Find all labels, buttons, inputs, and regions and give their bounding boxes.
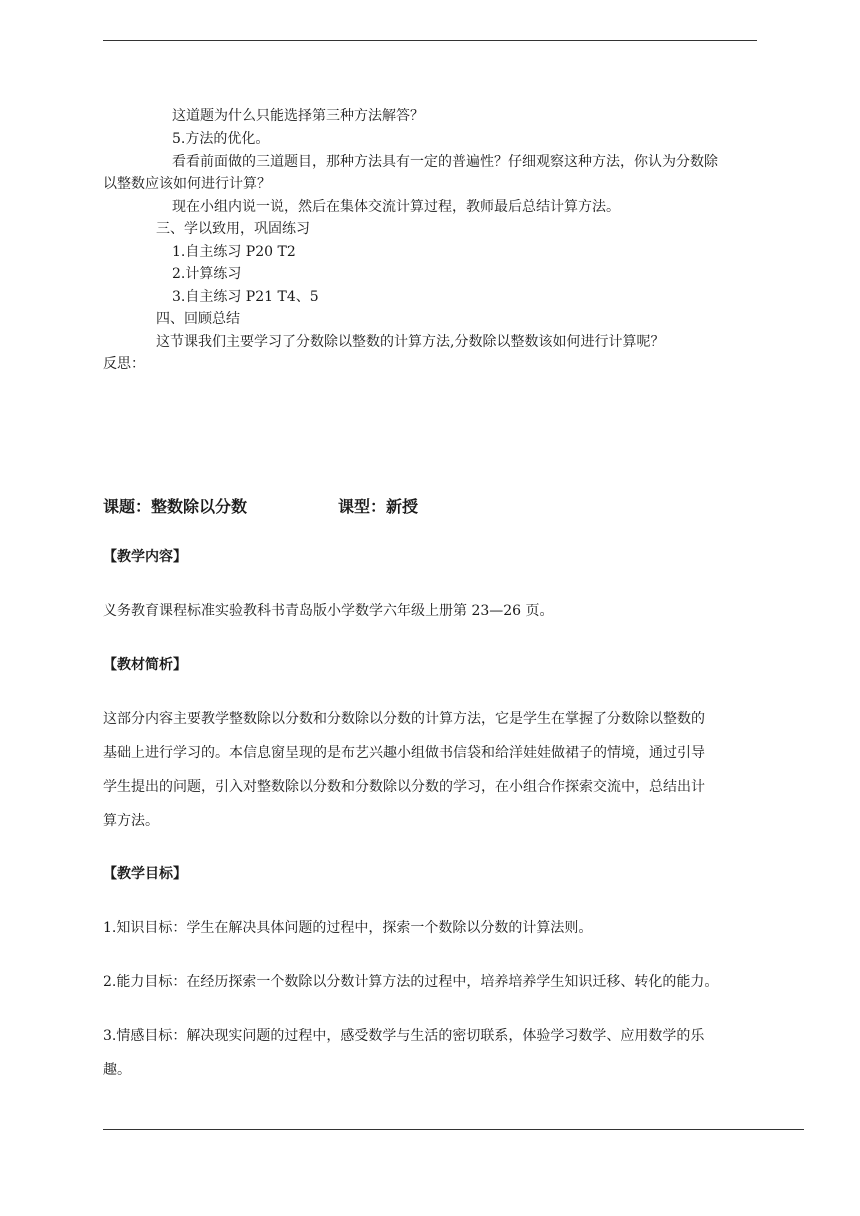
reflection-label: 反思： (103, 356, 145, 372)
text-line: 1.自主练习 P20 T2 (172, 244, 296, 260)
objective-line: 2.能力目标：在经历探索一个数除以分数计算方法的过程中，培养培养学生知识迁移、转化的能力。 (103, 974, 719, 990)
text-line: 三、学以致用，巩固练习 (156, 221, 310, 237)
text-line: 以整数应该如何进行计算？ (103, 176, 271, 192)
section-text-line: 这部分内容主要教学整数除以分数和分数除以分数的计算方法，它是学生在掌握了分数除以整数的 (103, 711, 705, 727)
objective-line: 趣。 (103, 1062, 131, 1078)
text-line: 3.自主练习 P21 T4、5 (172, 289, 319, 305)
section-text-line: 学生提出的问题，引入对整数除以分数和分数除以分数的学习，在小组合作探索交流中，总结出计 (103, 779, 705, 795)
objective-line: 3.情感目标：解决现实问题的过程中，感受数学与生活的密切联系，体验学习数学、应用数学的乐 (103, 1028, 705, 1044)
text-line: 现在小组内说一说，然后在集体交流计算过程，教师最后总结计算方法。 (172, 199, 620, 215)
lesson-type: 课型：新授 (338, 497, 419, 516)
section-heading-content: 【教学内容】 (103, 549, 187, 565)
text-line: 2.计算练习 (172, 266, 242, 282)
objective-line: 1.知识目标：学生在解决具体问题的过程中，探索一个数除以分数的计算法则。 (103, 920, 593, 936)
text-line: 5.方法的优化。 (172, 131, 270, 147)
section-text-line: 基础上进行学习的。本信息窗呈现的是布艺兴趣小组做书信袋和给洋娃娃做裙子的情境，通过引导 (103, 745, 705, 761)
text-line: 这节课我们主要学习了分数除以整数的计算方法,分数除以整数该如何进行计算呢？ (156, 334, 665, 350)
footer-rule (103, 1129, 804, 1130)
section-heading-objectives: 【教学目标】 (103, 866, 187, 882)
lesson-title-row (103, 496, 419, 518)
lesson-title: 课题：整数除以分数 (103, 497, 248, 516)
section-heading-analysis: 【教材简析】 (103, 657, 187, 673)
section-text-line: 算方法。 (103, 813, 159, 829)
section-text-line: 义务教育课程标准实验教科书青岛版小学数学六年级上册第 23—26 页。 (103, 603, 554, 619)
text-line: 这道题为什么只能选择第三种方法解答？ (172, 108, 424, 124)
text-line: 四、回顾总结 (156, 311, 240, 327)
text-line: 看看前面做的三道题目，那种方法具有一定的普遍性？仔细观察这种方法，你认为分数除 (172, 154, 718, 170)
header-rule (103, 40, 757, 41)
